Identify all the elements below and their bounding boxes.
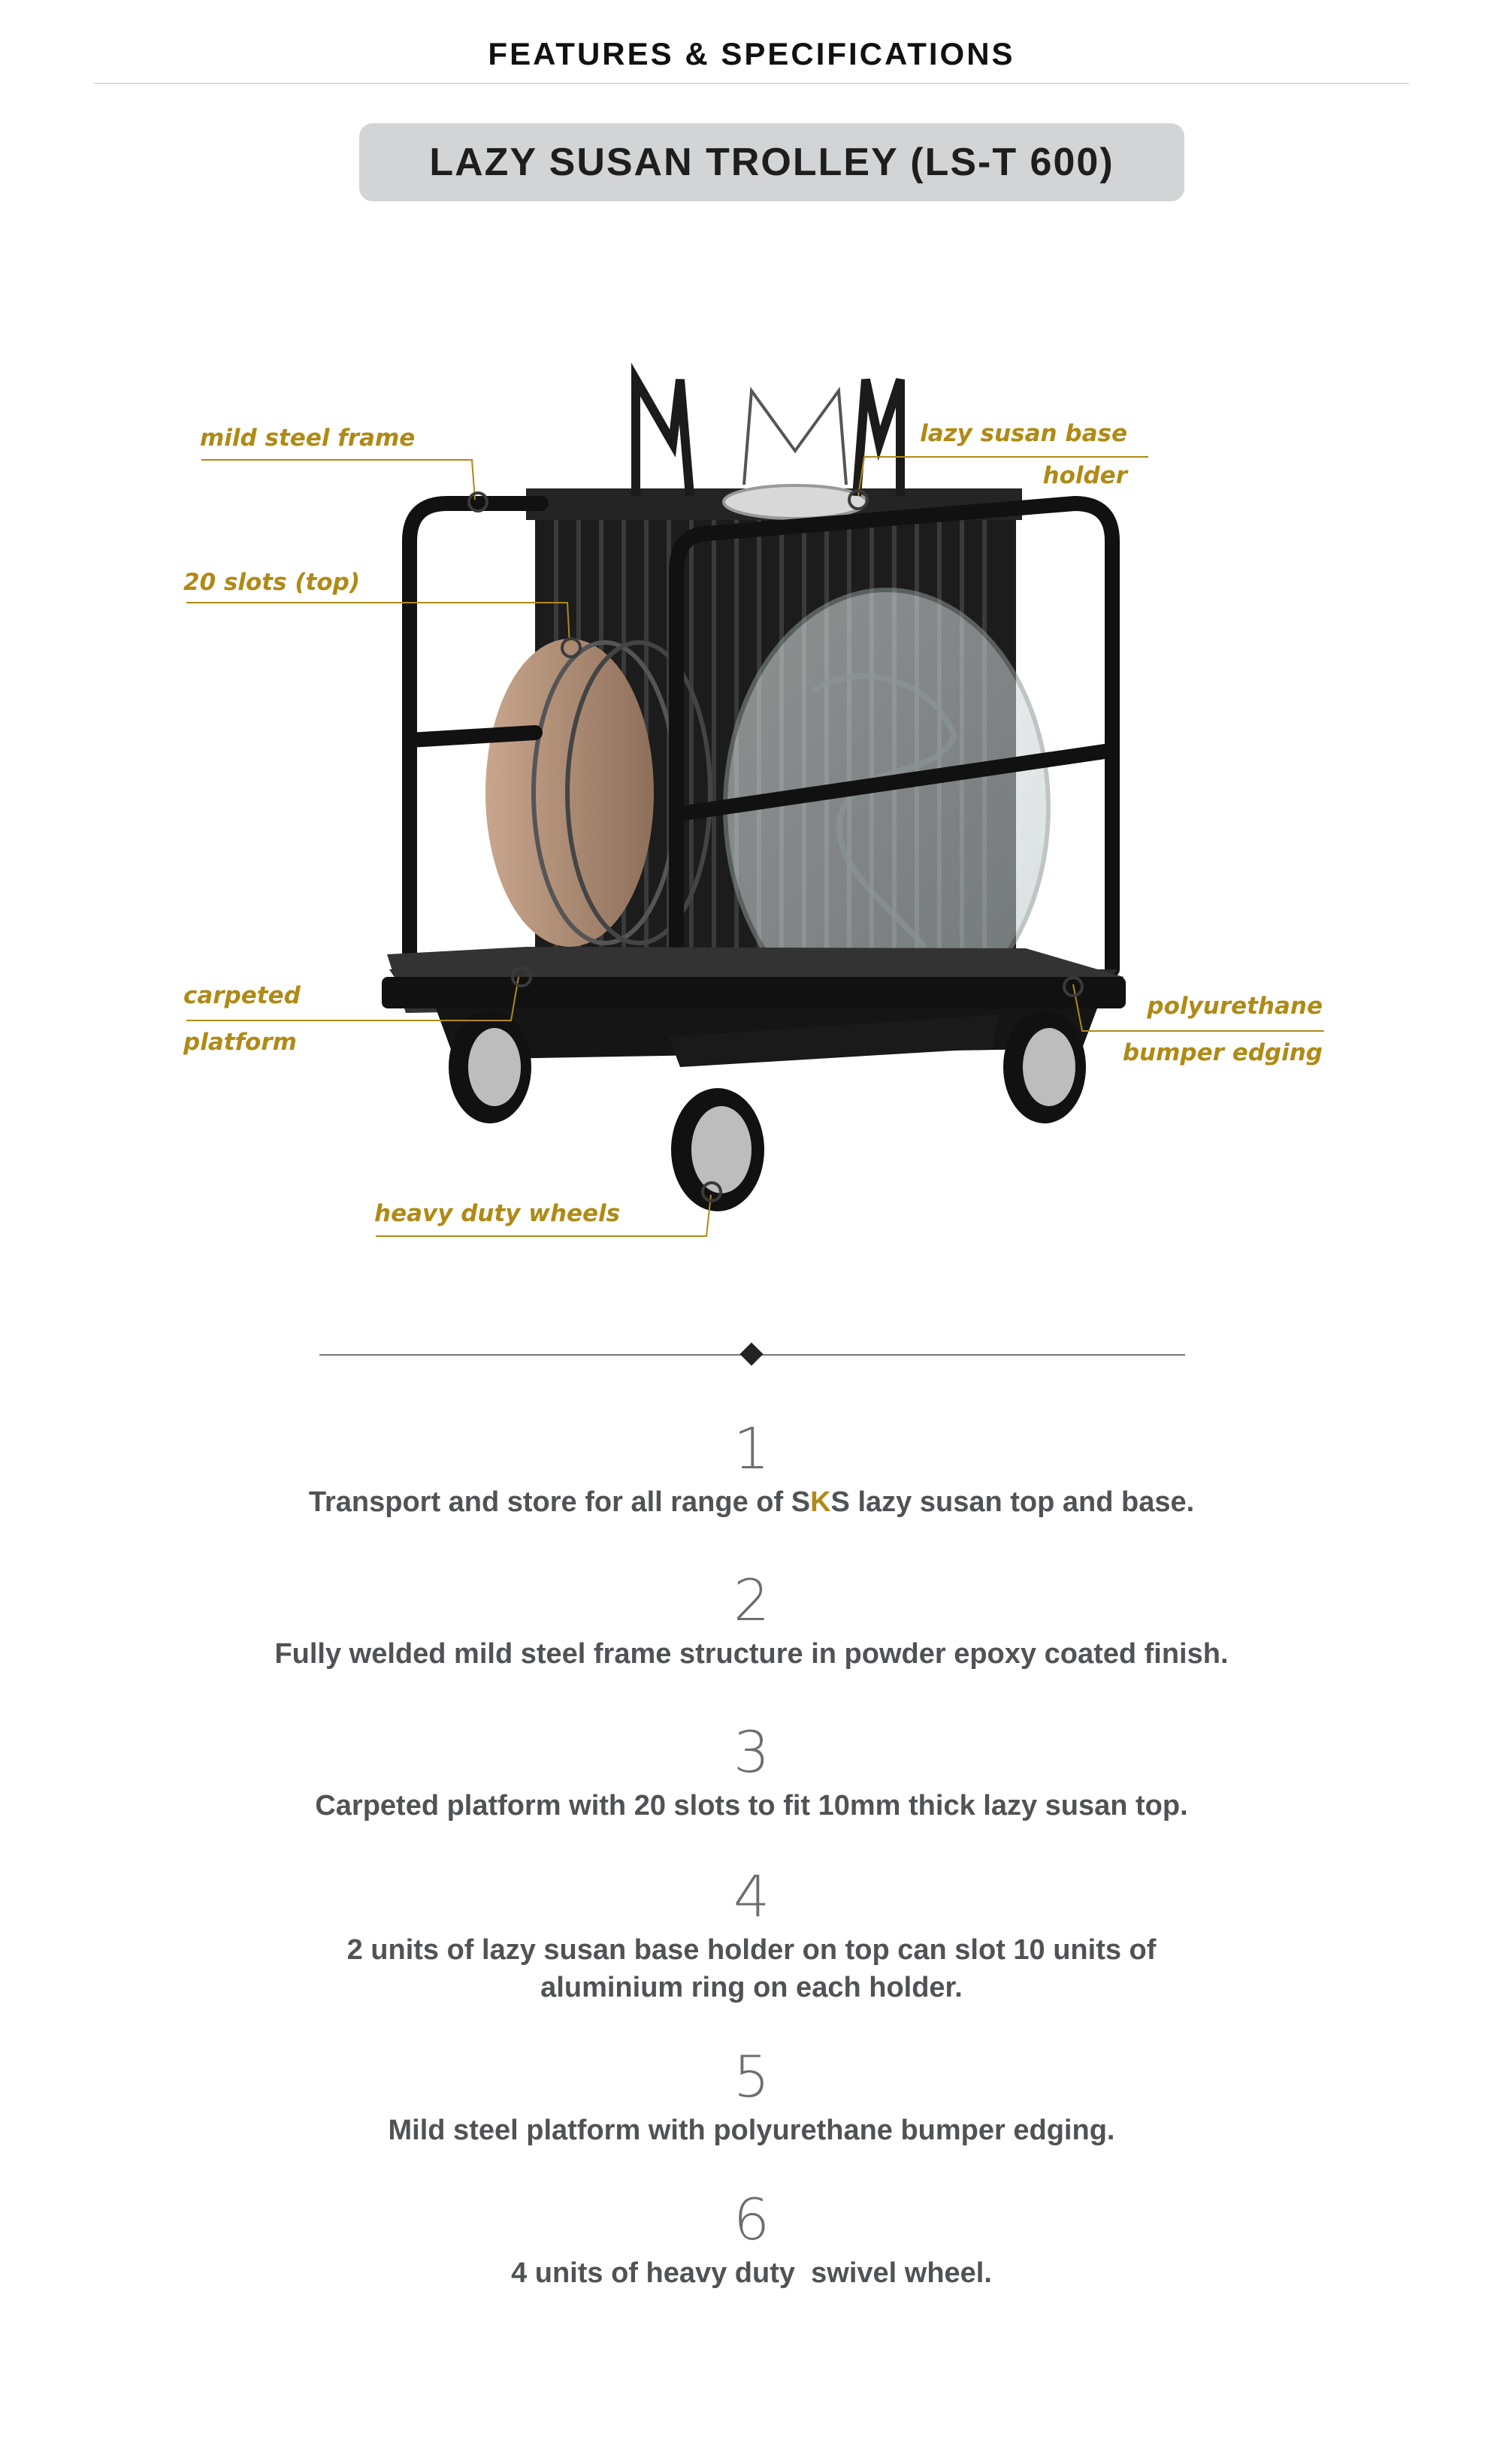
callout-polyurethane: polyurethane (1147, 993, 1323, 1020)
feature-number: 6 (733, 2186, 770, 2253)
callout-platform: platform (183, 1029, 297, 1056)
bumper-edge (382, 977, 1126, 1008)
callout-carpeted: carpeted (183, 982, 301, 1009)
product-title: LAZY SUSAN TROLLEY (LS-T 600) (429, 141, 1114, 184)
feature-number: 4 (733, 1863, 770, 1930)
callout-20-slots: 20 slots (top) (183, 569, 361, 596)
wheel-front (671, 1088, 764, 1211)
callout-lazy-susan-base: lazy susan base (920, 420, 1127, 447)
feature-1 (0, 1415, 1503, 1521)
callout-bumper-edging: bumper edging (1122, 1039, 1323, 1066)
callout-mild-steel-frame: mild steel frame (200, 425, 416, 452)
feature-3 (0, 1719, 1503, 1825)
callout-heavy-duty-wheels: heavy duty wheels (374, 1200, 621, 1227)
divider-diamond-icon (739, 1342, 763, 1365)
feature-5 (0, 2043, 1503, 2149)
feature-number: 2 (733, 1567, 770, 1634)
feature-text: Fully welded mild steel frame structure in powder epoxy coated finish. (274, 1638, 1229, 1670)
wheel-left (449, 1011, 531, 1123)
feature-text: Transport and store for all range of SKS lazy susan top and base. (308, 1486, 1195, 1518)
callout-lazy-susan-holder: holder (1042, 462, 1127, 489)
page-header-title: FEATURES & SPECIFICATIONS (488, 36, 1015, 71)
feature-number: 3 (733, 1719, 770, 1785)
feature-text: 4 units of heavy duty swivel wheel. (511, 2257, 992, 2289)
feature-6 (0, 2186, 1503, 2292)
feature-text: Carpeted platform with 20 slots to fit 10mm thick lazy susan top. (315, 1790, 1188, 1822)
brand-k: K (810, 1486, 831, 1518)
wheel-right (1003, 1011, 1086, 1123)
feature-number: 5 (733, 2043, 770, 2110)
feature-2 (0, 1567, 1503, 1673)
feature-4 (0, 1863, 1503, 2006)
feature-number: 1 (733, 1415, 770, 1482)
feature-text: 2 units of lazy susan base holder on top can slot 10 units of aluminium ring on each holder. (346, 1934, 1157, 2003)
feature-text: Mild steel platform with polyurethane bumper edging. (388, 2115, 1115, 2146)
